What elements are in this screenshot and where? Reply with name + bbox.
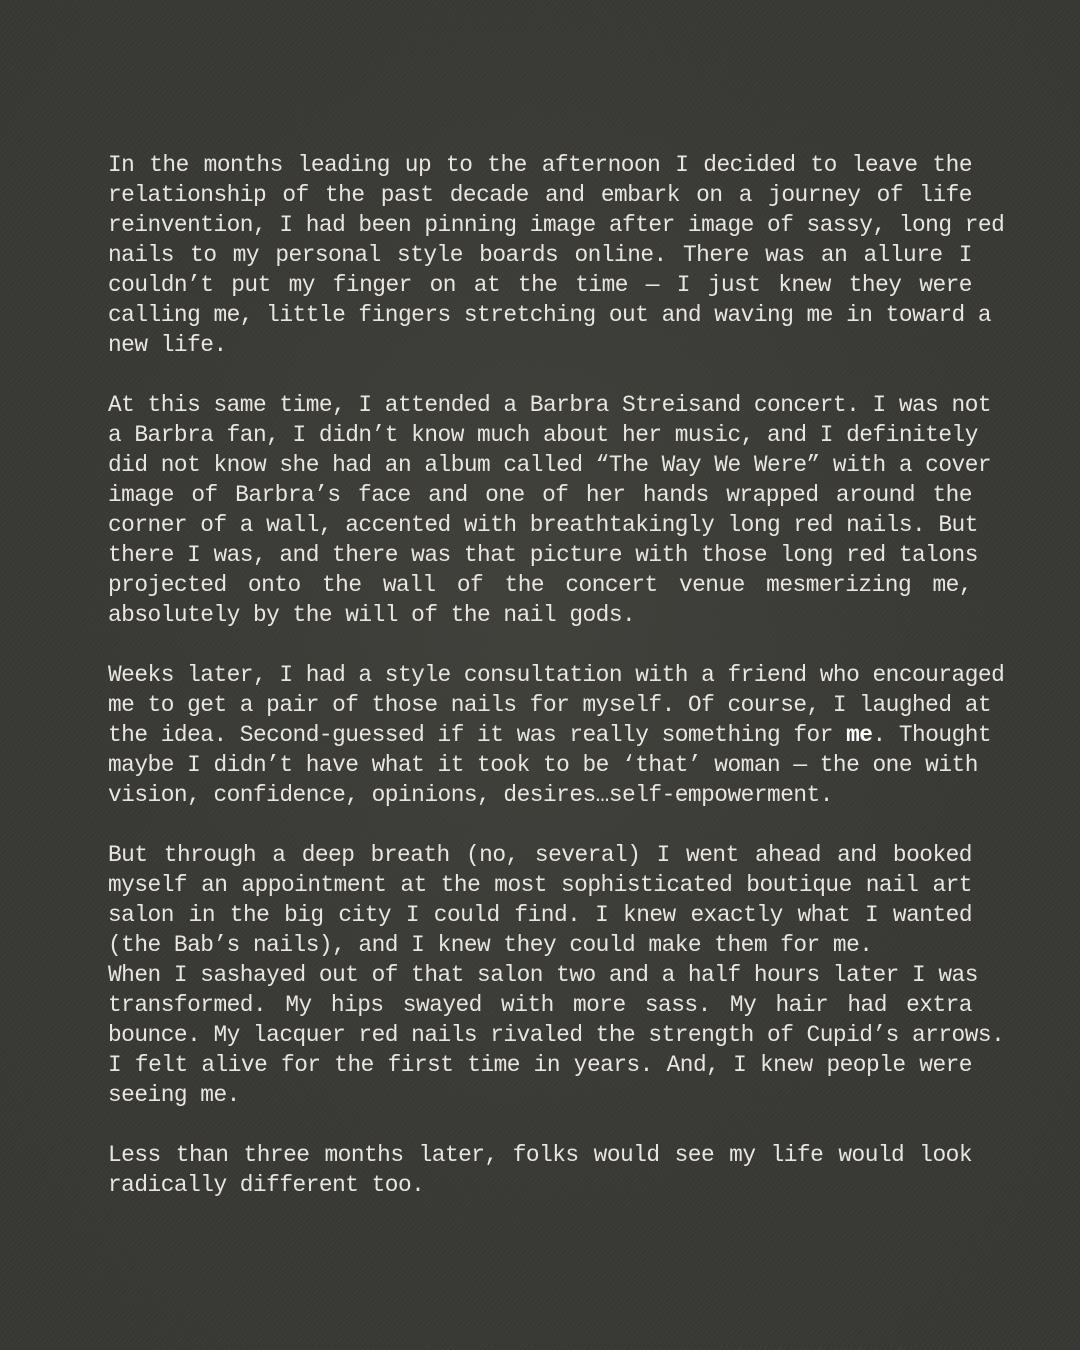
text-line: bounce. My lacquer red nails rivaled the strength of Cupid’s arrows. <box>108 1022 1005 1048</box>
paragraph-booking-appointment <box>108 840 972 960</box>
text-line: me to get a pair of those nails for myself. Of course, I laughed at <box>108 692 992 718</box>
text-line: myself an appointment at the most sophisticated boutique nail art <box>108 872 972 898</box>
text-line: radically different too. <box>108 1172 425 1198</box>
text-line: calling me, little fingers stretching out and waving me in toward a <box>108 302 992 328</box>
text-line: I felt alive for the first time in years. And, I knew people were <box>108 1052 972 1078</box>
paragraph-closing <box>108 1140 972 1200</box>
text-fragment: . Thought <box>872 722 992 748</box>
text-line: (the Bab’s nails), and I knew they could make them for me. <box>108 932 873 958</box>
text-line: corner of a wall, accented with breathtakingly long red nails. But <box>108 512 978 538</box>
text-line: transformed. My hips swayed with more sass. My hair had extra <box>108 992 972 1018</box>
text-line: reinvention, I had been pinning image after image of sassy, long red <box>108 212 1005 238</box>
paragraph-transformation <box>108 960 1005 1110</box>
text-line: vision, confidence, opinions, desires…self-empowerment. <box>108 782 833 808</box>
text-fragment: the idea. Second-guessed if it was really something for <box>108 722 847 748</box>
text-line: relationship of the past decade and embark on a journey of life <box>108 182 972 208</box>
text-line: Less than three months later, folks would see my life would look <box>108 1142 972 1168</box>
text-line-with-emphasis <box>108 720 992 750</box>
text-line: image of Barbra’s face and one of her hands wrapped around the <box>108 482 972 508</box>
text-line: couldn’t put my finger on at the time — I just knew they were <box>108 272 972 298</box>
text-line: projected onto the wall of the concert venue mesmerizing me, <box>108 572 972 598</box>
text-line: there I was, and there was that picture with those long red talons <box>108 542 978 568</box>
story-text-block <box>108 150 1005 1230</box>
text-line: maybe I didn’t have what it took to be ‘that’ woman — the one with <box>108 752 978 778</box>
text-line: absolutely by the will of the nail gods. <box>108 602 636 628</box>
text-line: At this same time, I attended a Barbra Streisand concert. I was not <box>108 392 992 418</box>
emphasis-me: me <box>846 722 873 748</box>
text-line: But through a deep breath (no, several) I went ahead and booked <box>108 842 972 868</box>
text-line: a Barbra fan, I didn’t know much about her music, and I definitely <box>108 422 978 448</box>
paragraph-barbra-concert <box>108 390 992 630</box>
text-line: seeing me. <box>108 1082 240 1108</box>
text-line: Weeks later, I had a style consultation with a friend who encouraged <box>108 662 1005 688</box>
paragraph-style-consultation <box>108 660 1005 810</box>
text-line: nails to my personal style boards online. There was an allure I <box>108 242 972 268</box>
text-line: In the months leading up to the afternoon I decided to leave the <box>108 152 972 178</box>
paragraph-red-nails-pinning <box>108 150 1005 360</box>
text-line: new life. <box>108 332 227 358</box>
text-line: salon in the big city I could find. I knew exactly what I wanted <box>108 902 972 928</box>
text-line: When I sashayed out of that salon two and a half hours later I was <box>108 962 978 988</box>
text-line: did not know she had an album called “The Way We Were” with a cover <box>108 452 992 478</box>
